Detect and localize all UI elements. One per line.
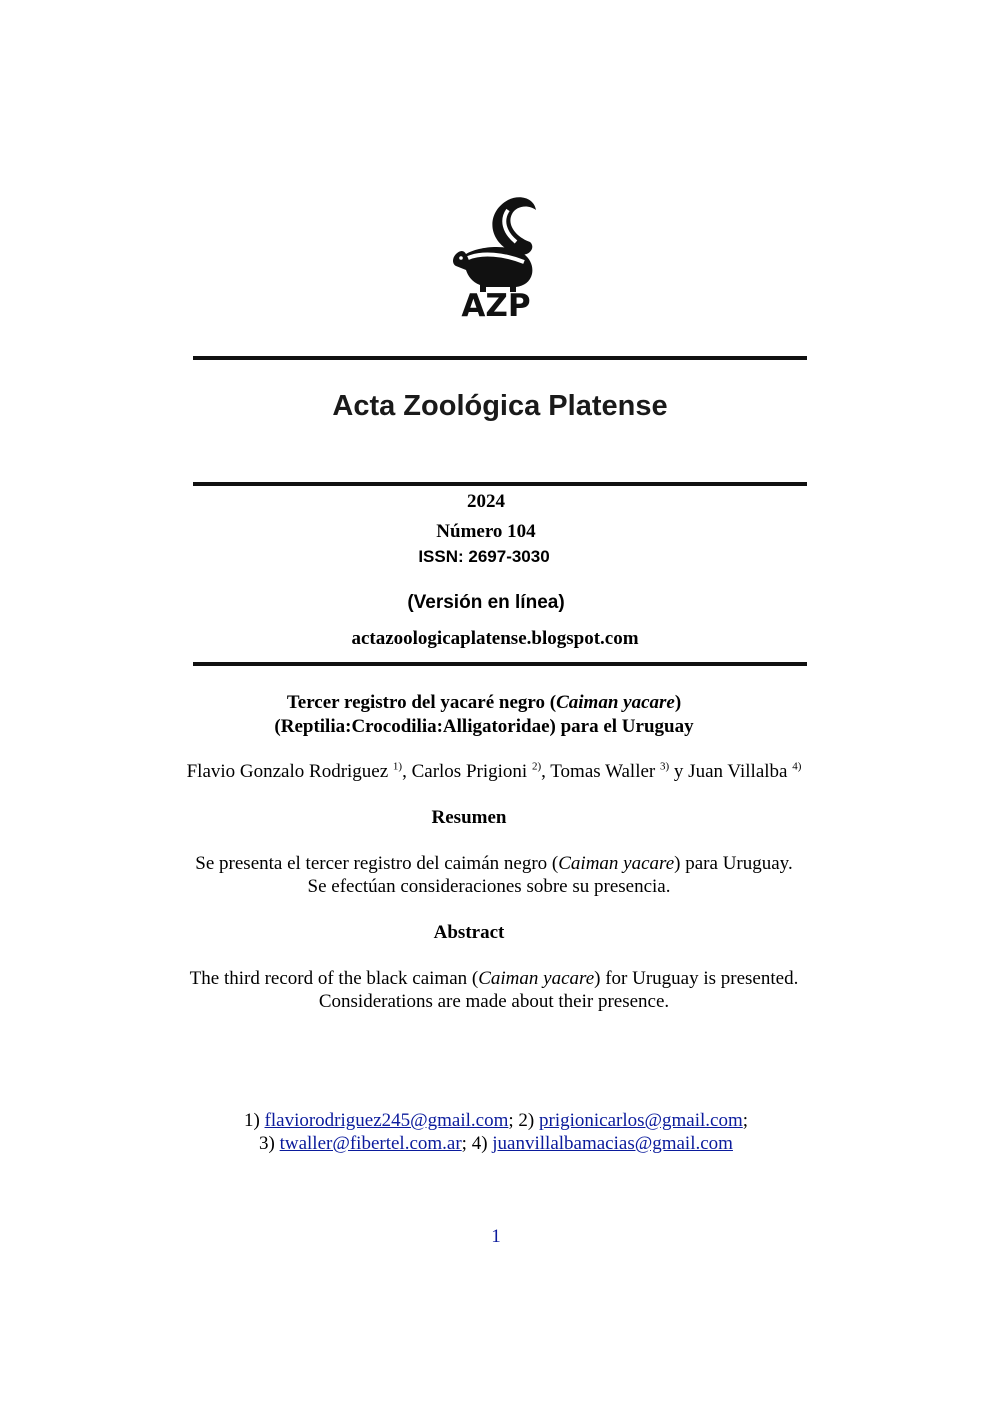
second-rule <box>193 482 807 486</box>
author-3: Tomas Waller $^{3)}$ y <box>550 760 689 782</box>
author-4: Juan Villalba $^{4)}$ <box>688 760 802 782</box>
issn: ISSN: 2697-3030 <box>418 547 550 566</box>
title-species: Caiman yacare <box>556 692 675 713</box>
online-version: (Versión en línea) <box>407 592 565 613</box>
author-1: Flavio Gonzalo Rodriguez $^{1)}$, <box>186 760 412 782</box>
abstract-heading: Abstract <box>433 922 505 943</box>
year: 2024 <box>467 491 505 512</box>
journal-website: actazoologicaplatense.blogspot.com <box>351 628 639 649</box>
contact-line1: 1) flaviorodriguez245@gmail.com; 2) prigionicarlos@gmail.com; <box>243 1110 749 1131</box>
logo-text: AZP <box>461 288 531 318</box>
resumen-line2: Se efectúan consideraciones sobre su presencia. <box>307 876 671 897</box>
journal-title: Acta Zoológica Platense <box>332 390 668 422</box>
issue-number: Número 104 <box>436 521 536 542</box>
email-link-4[interactable]: juanvillalbamacias@gmail.com <box>492 1133 733 1154</box>
email-link-2[interactable]: prigionicarlos@gmail.com <box>539 1110 743 1131</box>
abstract-species: Caiman yacare <box>478 968 595 989</box>
article-title-line2: (Reptilia:Crocodilia:Alligatoridae) para el Uruguay <box>274 716 694 737</box>
resumen-heading: Resumen <box>431 807 507 828</box>
author-list <box>0 761 988 783</box>
third-rule <box>193 662 807 666</box>
abstract-line1: The third record of the black caiman (Caiman yacare) for Uruguay is presented. <box>189 968 799 989</box>
resumen-species: Caiman yacare <box>558 853 675 874</box>
resumen-line1: Se presenta el tercer registro del caimán negro (Caiman yacare) para Uruguay. <box>195 853 793 874</box>
email-link-3[interactable]: twaller@fibertel.com.ar <box>279 1133 462 1154</box>
email-link-1[interactable]: flaviorodriguez245@gmail.com <box>264 1110 509 1131</box>
title-text-end: ) <box>674 692 682 713</box>
author-2: Carlos Prigioni $^{2)}$, <box>411 760 551 782</box>
top-rule <box>193 356 807 360</box>
contact-line2: 3) twaller@fibertel.com.ar; 4) juanvillalbamacias@gmail.com <box>259 1133 733 1154</box>
skunk-tail <box>492 197 536 255</box>
title-text: Tercer registro del yacaré negro ( <box>286 692 557 713</box>
azp-skunk-logo <box>446 192 546 318</box>
article-title-line1 <box>0 692 968 714</box>
abstract-line2: Considerations are made about their presence. <box>318 991 670 1012</box>
page-number: 1 <box>491 1226 501 1247</box>
